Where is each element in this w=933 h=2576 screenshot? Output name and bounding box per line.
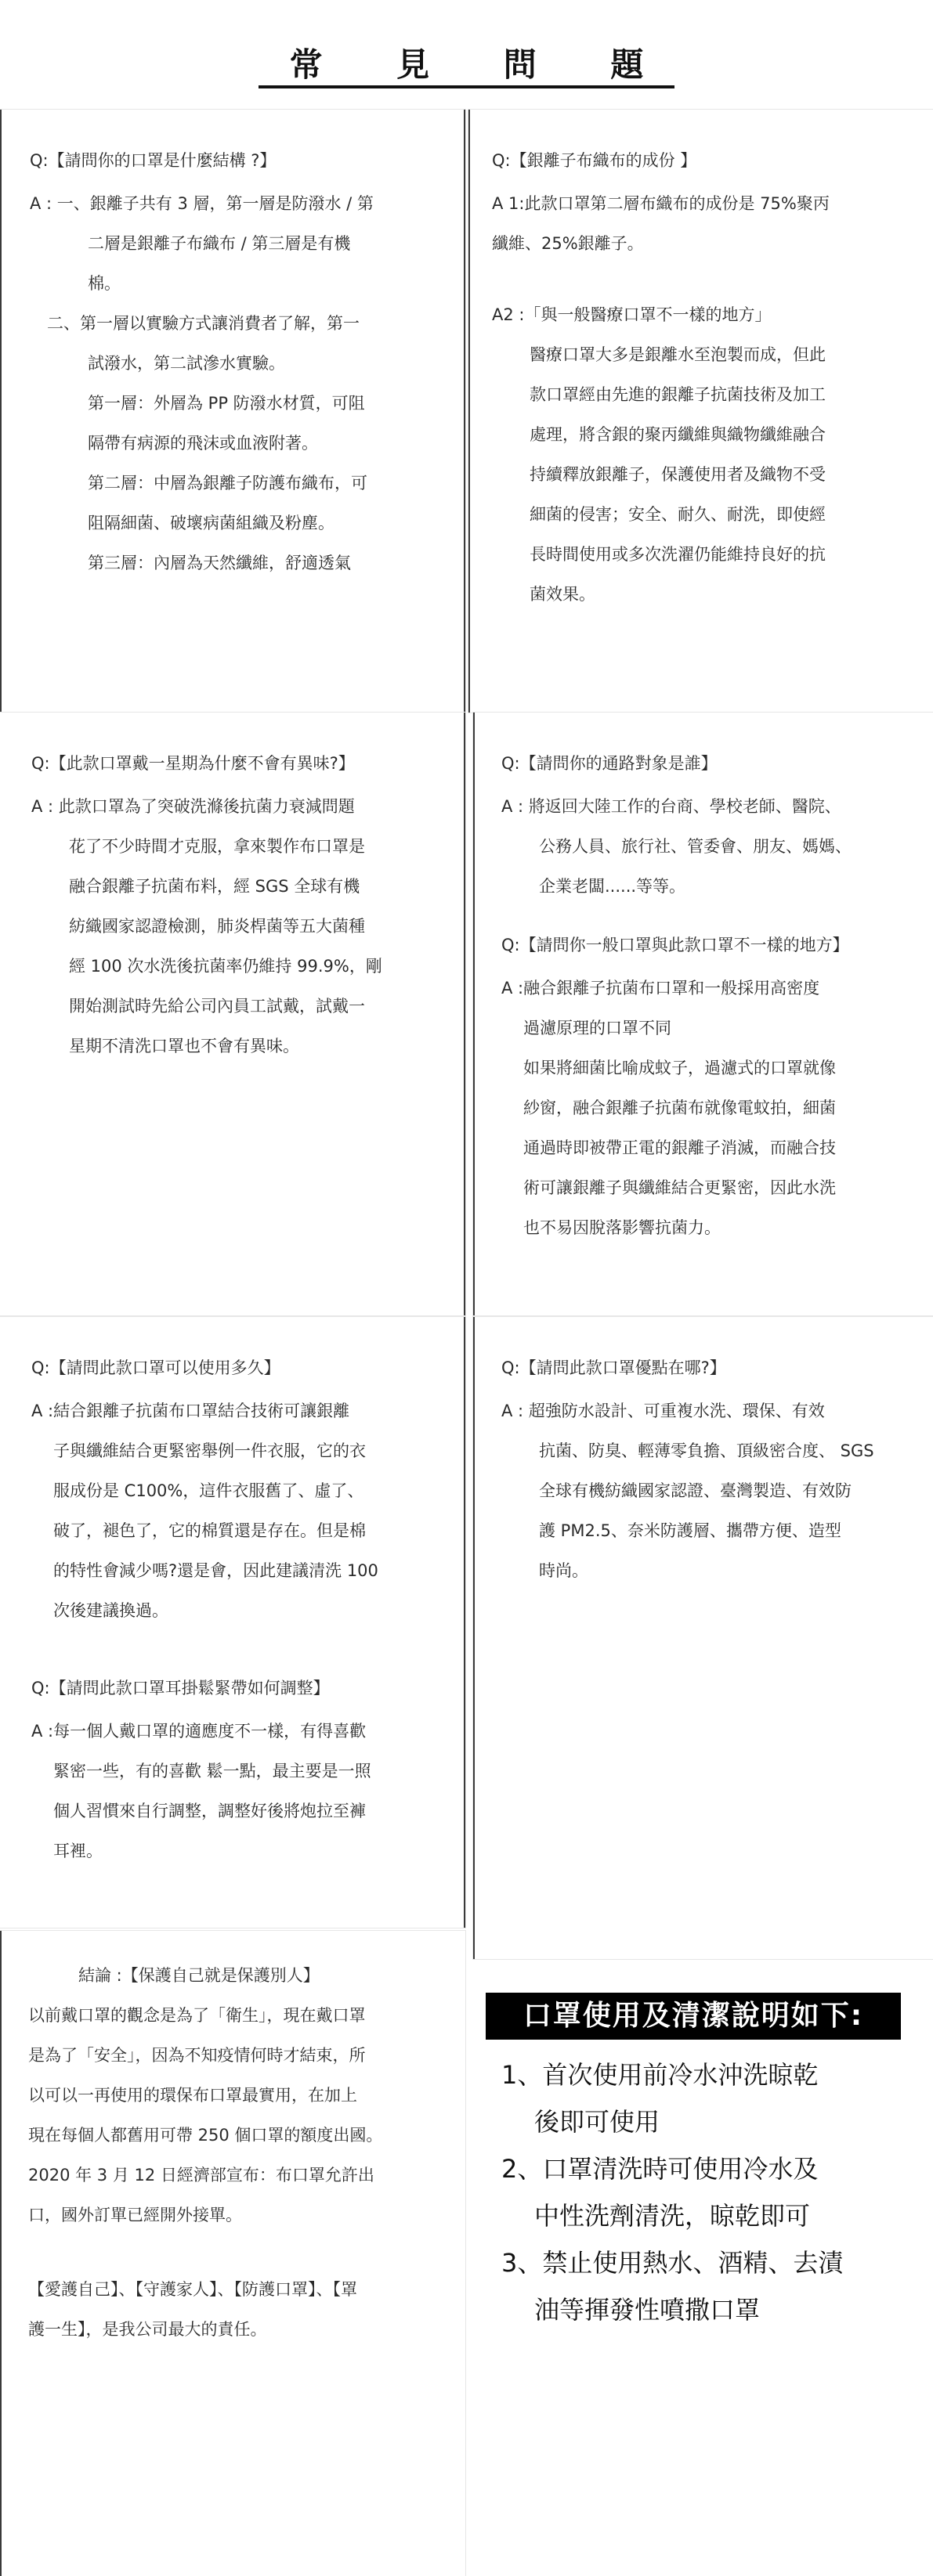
answer-line: 耳裡。 [53,1842,103,1860]
answer-line: 二、第一層以實驗方式讓消費者了解，第一 [47,314,360,333]
answer-line: 第三層：內層為天然纖維，舒適透氣 [88,554,351,572]
answer-line: 細菌的侵害；安全、耐久、耐洗，即使經 [530,505,826,524]
answer-line: 第二層：中層為銀離子防護布織布，可 [88,474,367,492]
question-text: Q:【請問你一般口罩與此款口罩不一樣的地方】 [501,936,849,954]
answer-line: 術可讓銀離子與纖維結合更緊密，因此水洗 [523,1178,836,1197]
question-text: Q:【請問此款口罩耳掛鬆緊帶如何調整】 [31,1679,330,1697]
question-text: Q:【此款口罩戴一星期為什麼不會有異味?】 [31,754,355,773]
question-text: Q:【請問你的口罩是什麼結構 ?】 [30,151,277,170]
question-text: Q:【銀離子布織布的成份 】 [492,151,697,170]
answer-line: 纖維、25%銀離子。 [492,234,644,253]
page-title: 常 見 問 題 [0,39,933,86]
faq-structure [30,141,374,583]
care-item-cont: 後即可使用 [534,2107,660,2137]
question-text: Q:【請問此款口罩可以使用多久】 [31,1358,280,1377]
answer-line: 款口罩經由先進的銀離子抗菌技術及加工 [530,385,826,404]
answer-line: 通過時即被帶正電的銀離子消滅，而融合技 [523,1138,836,1157]
answer-line: 醫療口罩大多是銀離水至泡製而成，但此 [530,345,826,364]
conclusion [28,1956,382,2350]
conclusion-line: 是為了「安全」，因為不知疫情何時才結束，所 [28,2046,366,2065]
faq-channel [501,744,852,1248]
answer-line: 公務人員、旅行社、管委會、朋友、媽媽、 [539,837,852,856]
answer-line: 經 100 次水洗後抗菌率仍維持 99.9%，剛 [69,957,382,976]
answer-line: 長時間使用或多次洗濯仍能維持良好的抗 [530,545,826,564]
conclusion-line: 口，國外訂單已經開外接單。 [28,2206,242,2224]
answer-line: 抗菌、防臭、輕薄零負擔、頂級密合度、 SGS [539,1441,874,1460]
answer-line: 隔帶有病源的飛沫或血液附著。 [88,434,318,453]
answer-line: 持續釋放銀離子，保護使用者及織物不受 [530,465,826,484]
care-item: 2、口罩清洗時可使用冷水及 [501,2154,819,2184]
faq-fabric [492,141,830,615]
answer-line: 的特性會減少嗎?還是會，因此建議清洗 100 [53,1561,378,1580]
conclusion-line: 以前戴口罩的觀念是為了「衛生」，現在戴口罩 [28,2006,366,2025]
faq-lifetime [31,1348,378,1871]
answer-line: 緊密一些，有的喜歡 鬆一點，最主要是一照 [53,1762,371,1780]
answer-line: 護 PM2.5、奈米防護層、攜帶方便、造型 [539,1521,841,1540]
care-item-cont: 油等揮發性噴撒口罩 [534,2295,761,2325]
conclusion-line: 護一生】，是我公司最大的責任。 [28,2320,267,2339]
conclusion-line: 以可以一再使用的環保布口罩最實用，在加上 [28,2086,357,2105]
answer-line: A : 此款口罩為了突破洗滌後抗菌力衰減問題 [31,797,355,816]
answer-line: A : 一、銀離子共有 3 層，第一層是防潑水 / 第 [30,194,374,213]
answer-line: 破了，褪色了，它的棉質還是存在。但是棉 [53,1521,366,1540]
answer-line: 菌效果。 [530,585,595,604]
answer-line: 如果將細菌比喻成蚊子，過濾式的口罩就像 [523,1059,836,1077]
answer-line: 開始測試時先給公司內員工試戴，試戴一 [69,997,365,1016]
answer-line: 服成份是 C100%，這件衣服舊了、虛了、 [53,1481,364,1500]
answer-line: 紗窗，融合銀離子抗菌布就像電蚊拍，細菌 [523,1099,836,1117]
answer-line: 二層是銀離子布織布 / 第三層是有機 [88,234,351,253]
answer-line: 企業老闆......等等。 [539,877,686,896]
answer-line: 阻隔細菌、破壞病菌組織及粉塵。 [88,514,335,532]
answer-line: 星期不清洗口罩也不會有異味。 [69,1037,299,1055]
answer-line: A :融合銀離子抗菌布口罩和一般採用高密度 [501,979,820,998]
conclusion-line: 【愛護自己】、【守護家人】、【防護口罩】、【罩 [28,2280,357,2299]
care-item: 1、首次使用前冷水沖洗晾乾 [501,2060,819,2090]
answer-line: 次後建議換過。 [53,1601,168,1620]
care-title: 口罩使用及清潔說明如下: [486,1993,901,2040]
answer-line: A : 將返回大陸工作的台商、學校老師、醫院、 [501,797,841,816]
answer-line: 紡織國家認證檢測，肺炎桿菌等五大菌種 [69,917,365,936]
answer-line: A2 :「與一般醫療口罩不一樣的地方」 [492,305,772,324]
answer-line: 子與纖維結合更緊密舉例一件衣服，它的衣 [53,1441,366,1460]
answer-line: 也不易因脫落影響抗菌力。 [523,1218,721,1237]
answer-line: A : 超強防水設計、可重複水洗、環保、有效 [501,1402,825,1420]
question-text: Q:【請問你的通路對象是誰】 [501,754,718,773]
faq-odor [31,744,382,1066]
faq-advantages [501,1348,874,1591]
care-item-cont: 中性洗劑清洗，晾乾即可 [534,2201,811,2231]
answer-line: 處理，將含銀的聚丙纖維與織物纖維融合 [530,425,826,444]
answer-line: 過濾原理的口罩不同 [523,1019,671,1037]
care-instructions [501,2051,843,2333]
answer-line: 全球有機紡織國家認證、臺灣製造、有效防 [539,1481,852,1500]
answer-line: A 1:此款口罩第二層布織布的成份是 75%聚丙 [492,194,830,213]
answer-line: A :結合銀離子抗菌布口罩結合技術可讓銀離 [31,1402,350,1420]
question-text: Q:【請問此款口罩優點在哪?】 [501,1358,726,1377]
answer-line: 棉。 [88,274,121,293]
answer-line: A :每一個人戴口罩的適應度不一樣，有得喜歡 [31,1722,367,1741]
answer-line: 第一層：外層為 PP 防潑水材質，可阻 [88,394,365,413]
care-item: 3、禁止使用熱水、酒精、去漬 [501,2248,844,2278]
conclusion-heading: 結論 :【保護自己就是保護別人】 [78,1966,320,1985]
answer-line: 花了不少時間才克服，拿來製作布口罩是 [69,837,365,856]
answer-line: 試潑水，第二試滲水實驗。 [88,354,285,373]
conclusion-line: 2020 年 3 月 12 日經濟部宣布：布口罩允許出 [28,2166,374,2185]
answer-line: 個人習慣來自行調整，調整好後將炮拉至褲 [53,1802,366,1820]
conclusion-line: 現在每個人都舊用可帶 250 個口罩的額度出國。 [28,2126,383,2145]
answer-line: 融合銀離子抗菌布料，經 SGS 全球有機 [69,877,360,896]
answer-line: 時尚。 [539,1561,588,1580]
